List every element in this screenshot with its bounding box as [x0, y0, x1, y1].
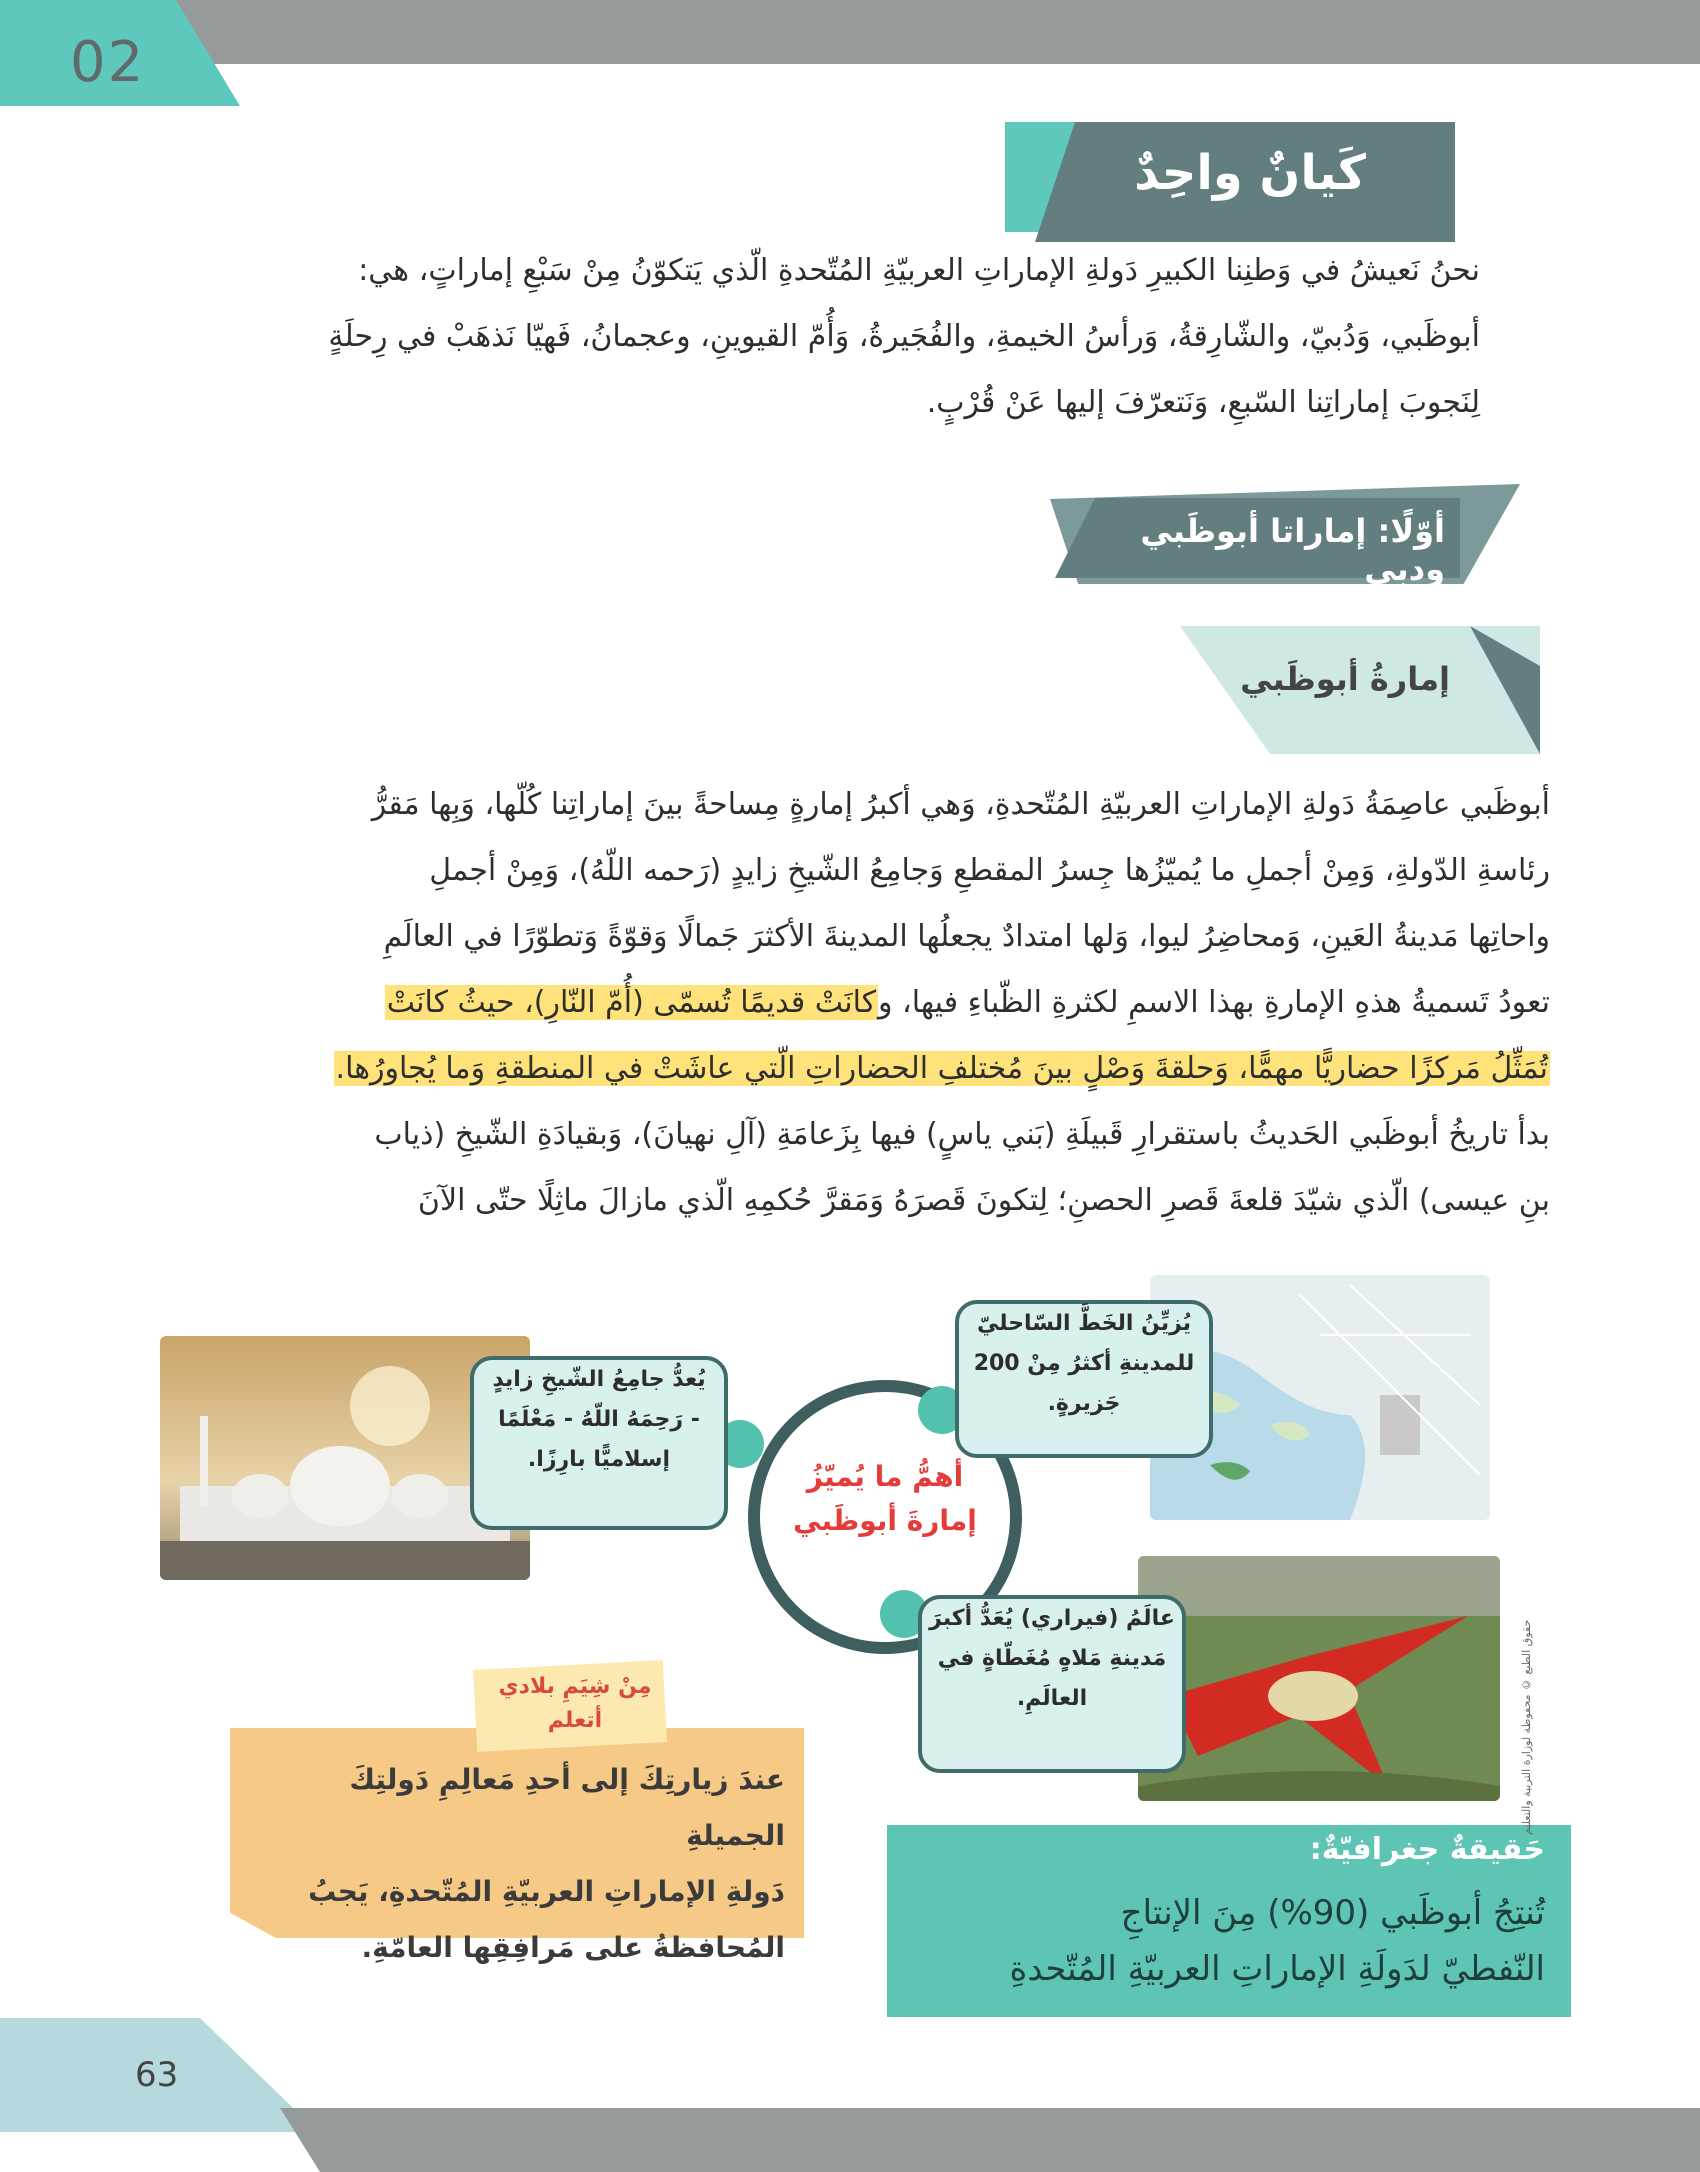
paragraph-line: بنِ عيسى) الّذي شيّدَ قلعةَ قَصرِ الحصنِ؛ لِتكونَ قَصرَهُ وَمَقرَّ حُكمِهِ الّذي مازالَ ماثِلًا حتّى الآنَ	[417, 1183, 1550, 1218]
learn-line: عندَ زيارتِكَ إلى أحدِ مَعالِمِ دَولتِكَ الجميلةِ	[349, 1763, 785, 1852]
geo-fact-line: النّفطيّ لدَولَةِ الإماراتِ العربيّةِ المُتّحدةِ	[1009, 1949, 1545, 1989]
learn-line: المُحافظةُ على مَرافِقِها العامّةِ.	[361, 1931, 785, 1964]
bubble-line: إسلاميًّا بارِزًا.	[527, 1447, 671, 1472]
paragraph-line	[160, 970, 1550, 1036]
coastline-bubble	[955, 1300, 1213, 1458]
mosque-bubble	[470, 1356, 728, 1530]
bubble-line: عالَمُ (فيراري) يُعَدُّ أكبرَ	[929, 1606, 1175, 1631]
center-label-line: إمارةَ أبوظَبي	[793, 1504, 977, 1537]
highlighted-text: تُمَثِّلُ مَركزًا حضاريًّا مهمًّا، وَحلقةَ وَصْلٍ بينَ مُختلفِ الحضاراتِ الّتي عاشَتْ في المنطقةِ وَما يُجاورُها.	[335, 1051, 1548, 1086]
learn-tag-line: أتعلم	[547, 1708, 603, 1733]
paragraph-text: تعودُ تَسميةُ هذهِ الإمارةِ بهذا الاسمِ لكثرةِ الظّباءِ فيها، و	[878, 985, 1550, 1020]
geo-fact-title: حَقيقةٌ جغرافيّةٌ:	[1309, 1832, 1545, 1867]
bubble-line: مَدينةِ مَلاهٍ مُغَطّاةٍ في	[937, 1646, 1167, 1671]
paragraph-line: واحاتِها مَدينةُ العَينِ، وَمحاضِرُ ليوا، وَلها امتدادٌ يجعلُها المدينةَ الأكثرَ جَمالًا وَقوّةً وَتطوّرًا في العالَمِ	[383, 919, 1550, 954]
paragraph-line: أبوظَبي عاصِمَةُ دَولةِ الإماراتِ العربيّةِ المُتّحدةِ، وَهي أكبرُ إمارةٍ مِساحةً بينَ إماراتِنا كُلّها، وَبِها مَقرُّ	[371, 787, 1550, 822]
bubble-line: يُزيِّنُ الخَطَّ السّاحليّ	[976, 1311, 1192, 1336]
chapter-number: 02	[70, 30, 146, 95]
copyright-credit: حقوق الطبع © محفوظة لوزارة التربية والتعليم	[1520, 1619, 1533, 1835]
bubble-line: جَزيرةٍ.	[1047, 1391, 1121, 1416]
bubble-line: يُعدُّ جامِعُ الشّيخِ زايدٍ	[492, 1367, 706, 1392]
subheading: أوّلًا: إماراتا أبوظَبي ودبي	[1140, 512, 1445, 588]
learn-line: دَولةِ الإماراتِ العربيّةِ المُتّحدةِ، يَجبُ	[308, 1875, 785, 1908]
geo-fact-body	[910, 1885, 1545, 1997]
ferrari-world-photo	[1138, 1556, 1500, 1801]
paragraph-line: رئاسةِ الدّولةِ، وَمِنْ أجملِ ما يُميّزُها جِسرُ المقطعِ وَجامِعُ الشّيخِ زايدٍ (رَحمه اللّهُ)، وَمِنْ أجملِ	[429, 853, 1550, 888]
paragraph-line: بدأ تاريخُ أبوظَبي الحَديثُ باستقرارِ قَبيلَةِ (بَني ياسٍ) فيها بِزَعامَةِ (آلِ نهيانَ)، وَبقيادَةِ الشّيخِ (ذياب	[374, 1117, 1550, 1152]
intro-line: لِنَجوبَ إماراتِنا السّبعِ، وَنَتعرّفَ إليها عَنْ قُرْبٍ.	[926, 385, 1480, 420]
highlighted-text: كانَتْ قديمًا تُسمّى (أُمّ النّارِ)، حيثُ كانَتْ	[386, 985, 876, 1020]
intro-line: أبوظَبي، وَدُبيّ، والشّارِقةُ، وَرأسُ الخيمةِ، والفُجَيرةُ، وَأُمّ القيوينِ، وعجمانُ، فَهيّا نَذهَبْ في رِحلَةٍ	[328, 319, 1480, 354]
page-number: 63	[135, 2055, 179, 2095]
intro-line: نحنُ نَعيشُ في وَطنِنا الكبيرِ دَولةِ الإماراتِ العربيّةِ المُتّحدةِ الّذي يَتكوّنُ مِنْ سَبْعِ إماراتٍ، هي:	[358, 253, 1480, 288]
center-label	[760, 1455, 1010, 1543]
geo-fact-line: تُنتِجُ أبوظَبي (90%) مِنَ الإنتاجِ	[1120, 1893, 1545, 1933]
ferrari-bubble	[918, 1595, 1186, 1773]
intro-paragraph	[200, 238, 1480, 436]
learn-tag-line: مِنْ شِيَمِ بلادي	[498, 1674, 652, 1699]
bubble-line: للمدينةِ أكثرُ مِنْ 200	[973, 1351, 1195, 1376]
learn-tag-label	[470, 1670, 680, 1738]
abudhabi-paragraph	[160, 772, 1550, 1234]
section-title: كَيانٌ واحِدٌ	[1134, 145, 1366, 201]
center-label-line: أهمُّ ما يُميّزُ	[806, 1460, 964, 1493]
paragraph-line	[160, 1036, 1550, 1102]
emirate-label: إمارةُ أبوظَبي	[1240, 660, 1450, 698]
bottom-band	[280, 2108, 1700, 2172]
learn-body	[260, 1752, 785, 1976]
top-band	[0, 0, 1700, 64]
bubble-line: - رَحِمَهُ اللّهُ - مَعْلَمًا	[498, 1407, 700, 1432]
bubble-line: العالَمِ.	[1016, 1686, 1088, 1711]
